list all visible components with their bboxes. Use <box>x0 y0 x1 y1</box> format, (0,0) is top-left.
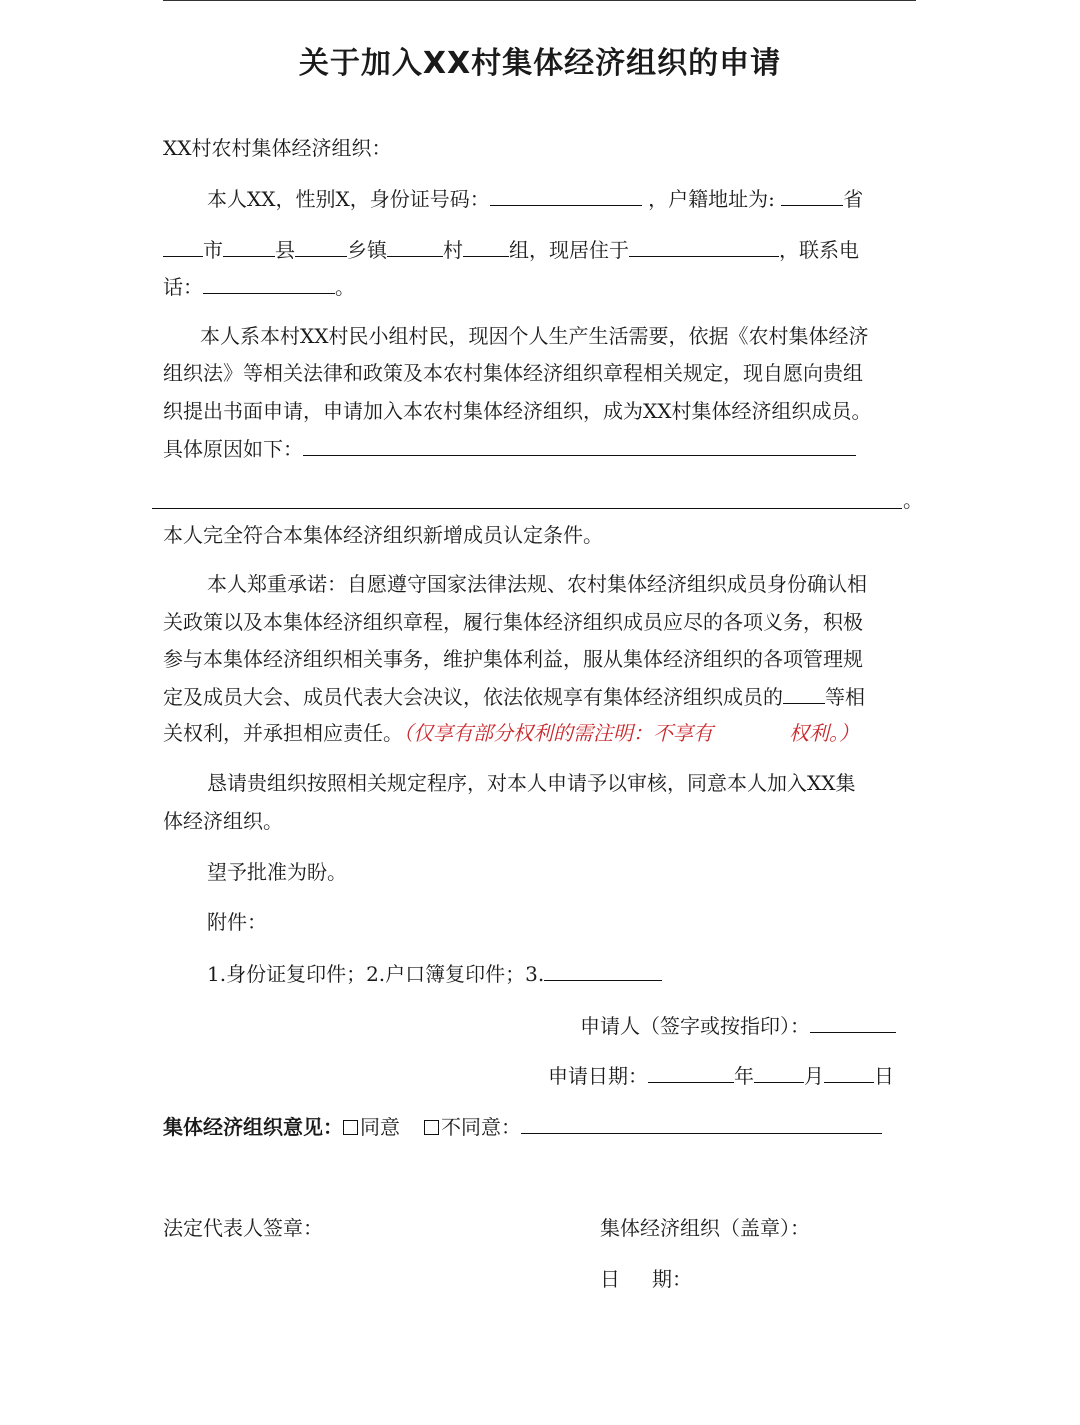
closing-text: 望予批准为盼。 <box>207 860 347 884</box>
promise-line-5 <box>163 721 859 745</box>
salutation: XX村农村集体经济组织： <box>163 136 392 160</box>
town-label: 乡镇 <box>347 238 387 262</box>
attachment-label: 附件： <box>207 910 267 934</box>
year-field[interactable] <box>648 1063 734 1083</box>
province-label: 省 <box>843 187 864 211</box>
reason-line-2: 组织法》等相关法律和政策及本农村集体经济组织章程相关规定，现自愿向贵组 <box>163 361 863 385</box>
reason-detail-field[interactable] <box>303 436 856 456</box>
applicant-signature <box>580 1013 896 1038</box>
reason-detail-line-2[interactable] <box>152 508 902 509</box>
promise-line-5-text: 关权利，并承担相应责任。 <box>163 721 403 745</box>
group-field[interactable] <box>463 237 509 257</box>
reason-detail-label: 具体原因如下： <box>163 437 303 461</box>
partial-rights-note-end: 权利。） <box>789 721 859 745</box>
county-label: 县 <box>275 238 295 262</box>
day-label: 日 <box>874 1064 894 1088</box>
reason-line-3: 织提出书面申请，申请加入本农村集体经济组织，成为XX村集体经济组织成员。 <box>163 399 872 423</box>
disagree-checkbox[interactable] <box>424 1120 439 1135</box>
sign-date-char-2: 期： <box>652 1267 692 1291</box>
org-seal: 集体经济组织（盖章）： <box>600 1216 810 1240</box>
household-label: ，户籍地址为: <box>648 187 775 211</box>
sign-date <box>600 1267 692 1291</box>
personal-line-3 <box>163 274 355 299</box>
phone-field[interactable] <box>203 274 335 294</box>
sign-date-char-1: 日 <box>600 1267 620 1291</box>
promise-line-4-end: 等相 <box>825 685 865 709</box>
top-rule <box>163 0 916 1</box>
promise-line-3: 参与本集体经济组织相关事务，维护集体利益，服从集体经济组织的各项管理规 <box>163 647 863 671</box>
agree-label: 同意 <box>360 1115 400 1139</box>
request-line-2: 体经济组织。 <box>163 809 283 833</box>
promise-line-2: 关政策以及本集体经济组织章程，履行集体经济组织成员应尽的各项义务，积极 <box>163 610 863 634</box>
promise-line-4 <box>163 684 865 709</box>
reason-line-4 <box>163 436 856 461</box>
personal-line-1 <box>207 186 863 211</box>
agree-checkbox[interactable] <box>343 1120 358 1135</box>
day-field[interactable] <box>824 1063 874 1083</box>
attachment-3-field[interactable] <box>544 961 662 981</box>
rights-field[interactable] <box>783 684 825 704</box>
city-field[interactable] <box>163 237 203 257</box>
attachment-list <box>207 961 662 986</box>
county-field[interactable] <box>223 237 275 257</box>
attachment-list-text: 1.身份证复印件；2.户口簿复印件；3. <box>207 962 545 986</box>
personal-line-2 <box>163 237 859 262</box>
promise-line-1: 本人郑重承诺：自愿遵守国家法律法规、农村集体经济组织成员身份确认相 <box>207 572 867 596</box>
residence-field[interactable] <box>629 237 779 257</box>
disagree-label: 不同意： <box>441 1115 521 1139</box>
month-label: 月 <box>804 1064 824 1088</box>
personal-intro: 本人XX，性别X，身份证号码： <box>207 187 490 211</box>
opinion-field[interactable] <box>521 1114 882 1134</box>
city-label: 市 <box>203 238 223 262</box>
date-label: 申请日期： <box>548 1064 648 1088</box>
applicant-signature-field[interactable] <box>810 1013 896 1033</box>
id-number-field[interactable] <box>490 186 642 206</box>
application-date <box>548 1063 894 1088</box>
province-field[interactable] <box>781 186 843 206</box>
applicant-label: 申请人（签字或按指印）： <box>580 1014 810 1038</box>
document-title: 关于加入XX村集体经济组织的申请 <box>298 46 782 81</box>
contact-label: ，联系电 <box>779 238 859 262</box>
village-field[interactable] <box>387 237 443 257</box>
year-label: 年 <box>734 1064 754 1088</box>
request-line-1: 恳请贵组织按照相关规定程序，对本人申请予以审核，同意本人加入XX集 <box>207 771 856 795</box>
opinion-label: 集体经济组织意见： <box>163 1115 343 1139</box>
legal-rep-signature: 法定代表人签章： <box>163 1216 323 1240</box>
village-label: 村 <box>443 238 463 262</box>
reason-line-1: 本人系本村XX村民小组村民，现因个人生产生活需要，依据《农村集体经济 <box>200 324 869 348</box>
reason-end-mark: 。 <box>903 488 923 512</box>
group-label: 组，现居住于 <box>509 238 629 262</box>
period: 。 <box>335 275 355 299</box>
qualify-statement: 本人完全符合本集体经济组织新增成员认定条件。 <box>163 523 603 547</box>
partial-rights-note: （仅享有部分权利的需注明：不享有 <box>403 721 713 745</box>
phone-label: 话： <box>163 275 203 299</box>
opinion-line <box>163 1114 882 1139</box>
promise-line-4-text: 定及成员大会、成员代表大会决议，依法依规享有集体经济组织成员的 <box>163 685 783 709</box>
month-field[interactable] <box>754 1063 804 1083</box>
town-field[interactable] <box>295 237 347 257</box>
